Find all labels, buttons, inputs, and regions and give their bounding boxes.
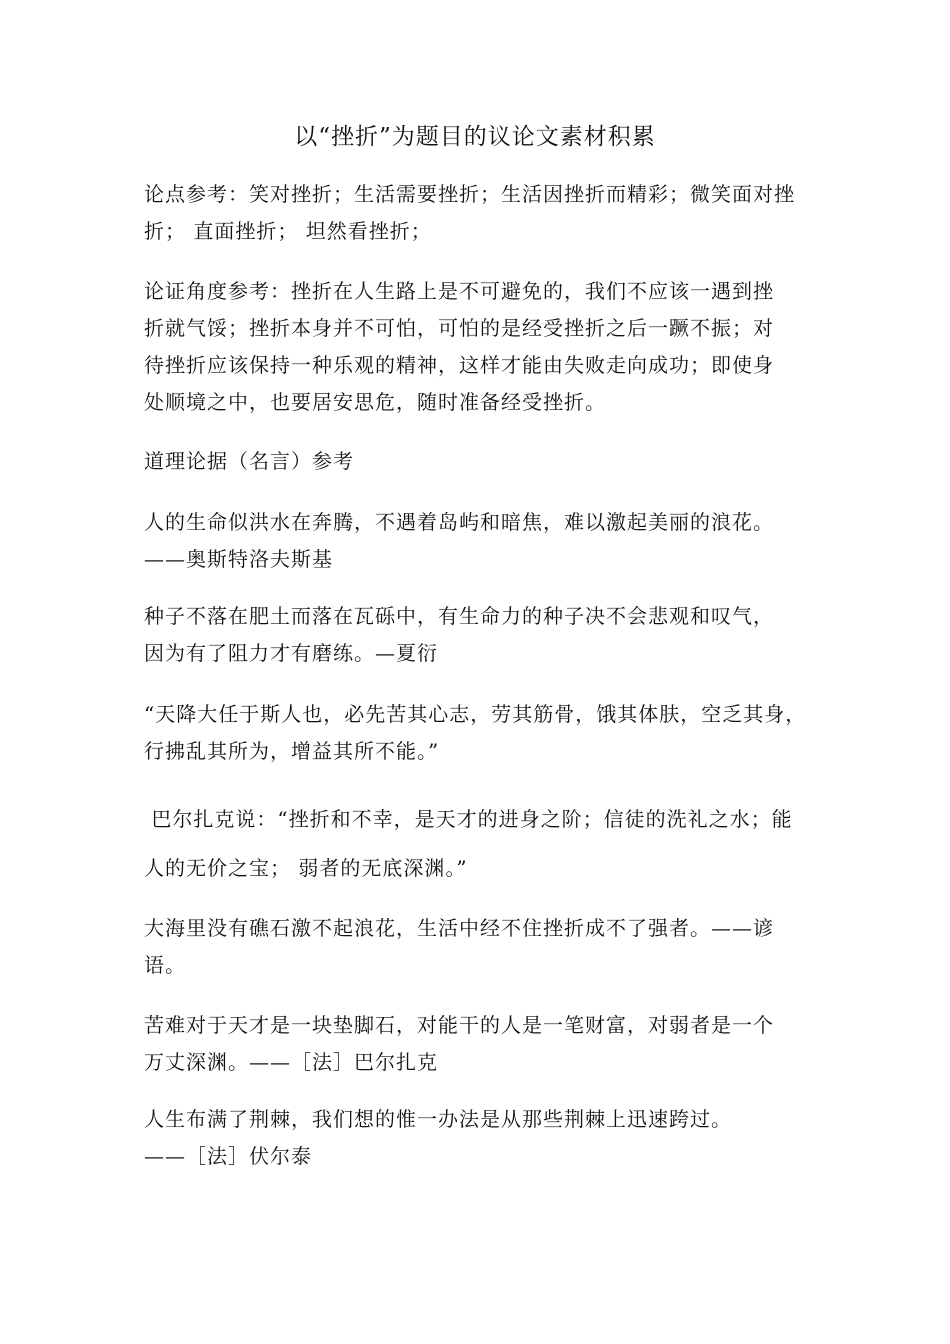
text-line: ——奥斯特洛夫斯基 [144, 547, 333, 571]
text-line: 处顺境之中，也要居安思危，随时准备经受挫折。 [144, 390, 606, 414]
document-title: 以“挫折”为题目的议论文素材积累 [294, 124, 656, 150]
text-line: 人的生命似洪水在奔腾，不遇着岛屿和暗焦，难以激起美丽的浪花。 [144, 510, 774, 534]
quote-balzac-hardship [144, 1007, 816, 1081]
text-line: 待挫折应该保持一种乐观的精神，这样才能由失败走向成功；即使身 [144, 353, 774, 377]
text-line: 论证角度参考：挫折在人生路上是不可避免的，我们不应该一遇到挫 [144, 279, 774, 303]
text-line: 万丈深渊。——［法］巴尔扎克 [144, 1050, 438, 1074]
text-line: 行拂乱其所为，增益其所不能。” [144, 739, 440, 763]
quote-ostrovsky [144, 504, 816, 578]
text-line: 折就气馁；挫折本身并不可怕，可怕的是经受挫折之后一蹶不振；对 [144, 316, 774, 340]
quote-voltaire [144, 1101, 816, 1175]
text-line: 大海里没有礁石激不起浪花，生活中经不住挫折成不了强者。——谚 [144, 916, 774, 940]
quote-balzac-line2 [144, 850, 816, 887]
text-line: 语。 [144, 953, 186, 977]
text-line: 因为有了阻力才有磨练。—夏衍 [144, 641, 438, 665]
text-line: “天降大任于斯人也，必先苦其心志，劳其筋骨，饿其体肤，空乏其身， [144, 702, 807, 726]
paragraph-thesis [144, 176, 816, 250]
text-line: 论点参考：笑对挫折；生活需要挫折；生活因挫折而精彩；微笑面对挫 [144, 182, 795, 206]
text-line: 道理论据（名言）参考 [144, 449, 354, 473]
quote-mencius [144, 696, 816, 770]
quote-balzac-line1 [144, 801, 816, 838]
text-line: 人生布满了荆棘，我们想的惟一办法是从那些荆棘上迅速跨过。 [144, 1107, 732, 1131]
quote-proverb [144, 910, 816, 984]
section-heading-quotes [144, 443, 816, 480]
paragraph-argument-angle [144, 273, 816, 421]
text-line: 人的无价之宝； 弱者的无底深渊。” [144, 856, 468, 880]
text-line: 苦难对于天才是一块垫脚石，对能干的人是一笔财富，对弱者是一个 [144, 1013, 774, 1037]
text-line: ——［法］伏尔泰 [144, 1144, 312, 1168]
text-line: 巴尔扎克说：“挫折和不幸，是天才的进身之阶；信徒的洗礼之水；能 [144, 807, 793, 831]
text-line: 种子不落在肥土而落在瓦砾中，有生命力的种子决不会悲观和叹气， [144, 604, 774, 628]
quote-xia-yan [144, 598, 816, 672]
text-line: 折； 直面挫折； 坦然看挫折； [144, 219, 432, 243]
